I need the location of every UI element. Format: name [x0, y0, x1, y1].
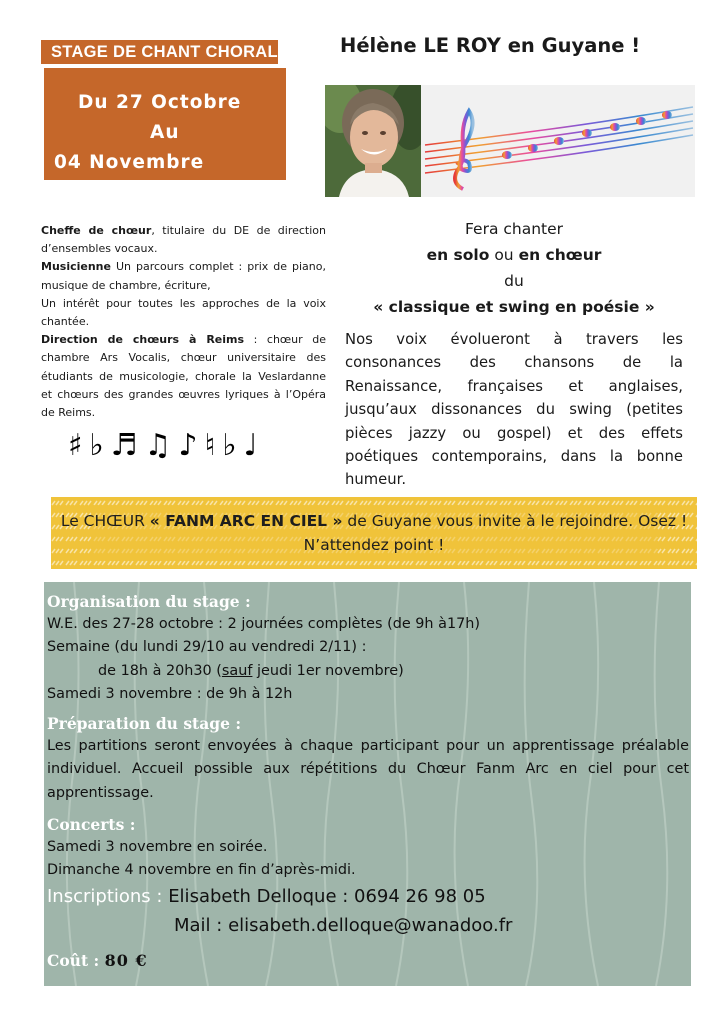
hours-exception: sauf	[221, 662, 253, 679]
theme-text: « classique et swing en poésie »	[373, 298, 655, 316]
hours-text: jeudi 1er novembre)	[252, 662, 404, 679]
bio-paragraph	[41, 258, 326, 294]
schedule-week-hours	[47, 660, 689, 683]
intro-connector: ou	[489, 246, 519, 264]
bio-text: Un intérêt pour toutes les approches de la voix chantée.	[41, 296, 326, 329]
bio-text: Un parcours complet : prix de piano, musique de chambre, écriture,	[41, 260, 326, 292]
registration-label: Inscriptions :	[47, 885, 169, 907]
bio-paragraph	[41, 222, 326, 258]
program-theme	[345, 294, 683, 320]
date-end: 04 Novembre	[54, 152, 205, 173]
stage-label: STAGE DE CHANT CHORAL	[41, 40, 278, 64]
invitation-post: de Guyane vous invite à le rejoindre. Osez ! N’attendez point !	[303, 512, 688, 554]
preparation-text: Les partitions seront envoyées à chaque participant pour un apprentissage préalable individuel. Accueil possible aux répétitions du Chœur Fanm Arc en ciel pour cet apprentissage.	[47, 738, 689, 801]
cost-value: 80 €	[104, 950, 148, 970]
music-staff-image	[421, 85, 695, 197]
invitation-banner	[51, 497, 697, 569]
section-title-concerts: Concerts :	[47, 815, 136, 835]
bio-text: , titulaire du DE de direction d’ensembles vocaux.	[41, 224, 326, 256]
choir-name: « FANM ARC EN CIEL »	[149, 512, 343, 530]
stage-info-content	[47, 590, 689, 974]
music-notes-decoration: ♯♭♬♫♪♮♭♩	[68, 428, 265, 463]
section-title-organisation: Organisation du stage :	[47, 592, 251, 611]
emphasis: en solo	[426, 246, 490, 264]
intro-line: du	[504, 272, 524, 290]
invitation-pre: Le CHŒUR	[60, 512, 150, 530]
date-separator: Au	[150, 122, 180, 143]
program-intro	[345, 216, 683, 320]
bio-heading: Musicienne	[41, 260, 111, 274]
conductor-bio	[41, 222, 326, 422]
bio-paragraph	[41, 331, 326, 422]
intro-line	[345, 242, 683, 268]
intro-line: Fera chanter	[464, 220, 564, 238]
invitation-text	[51, 509, 697, 557]
emphasis: en chœur	[518, 246, 602, 264]
hours-text: de 18h à 20h30 (	[98, 662, 222, 679]
date-start: Du 27 Octobre	[78, 92, 242, 113]
portrait-photo	[325, 85, 421, 197]
registration-email: Mail : elisabeth.delloque@wanadoo.fr	[174, 914, 513, 936]
program-description	[345, 216, 683, 492]
dates-box	[44, 68, 286, 180]
bio-text: : chœur de chambre Ars Vocalis, chœur universitaire des étudiants de musicologie, chorale la Veslardanne et chœurs des grandes œuvres lyriques à l’Opéra de Reims.	[41, 333, 327, 420]
schedule-week: Semaine (du lundi 29/10 au vendredi 2/11) :	[47, 639, 367, 656]
concert-date: Dimanche 4 novembre en fin d’après-midi.	[47, 862, 356, 879]
stage-info-panel	[44, 582, 691, 986]
section-title-preparation: Préparation du stage :	[47, 714, 242, 734]
schedule-saturday: Samedi 3 novembre : de 9h à 12h	[47, 685, 293, 702]
concert-date: Samedi 3 novembre en soirée.	[47, 839, 268, 856]
registration-mail-line	[47, 912, 689, 941]
bio-heading: Direction de chœurs à Reims	[41, 333, 245, 347]
program-body: Nos voix évolueront à travers les consonances des chansons de la Renaissance, françaises et anglaises, jusqu’aux dissonances du swing (petites pièces jazzy ou gospel) et des effets poétiques contemporains, dans la bonne humeur.	[345, 331, 683, 489]
bio-paragraph	[41, 295, 326, 331]
bio-heading: Cheffe de chœur	[41, 224, 152, 237]
page-title: Hélène LE ROY en Guyane !	[340, 34, 641, 57]
schedule-weekend: W.E. des 27-28 octobre : 2 journées complètes (de 9h à17h)	[47, 616, 480, 632]
cost-line	[47, 949, 689, 974]
registration-contact: Elisabeth Delloque : 0694 26 98 05	[168, 885, 486, 907]
registration-phone-line	[47, 883, 689, 912]
cost-label: Coût :	[47, 950, 105, 970]
